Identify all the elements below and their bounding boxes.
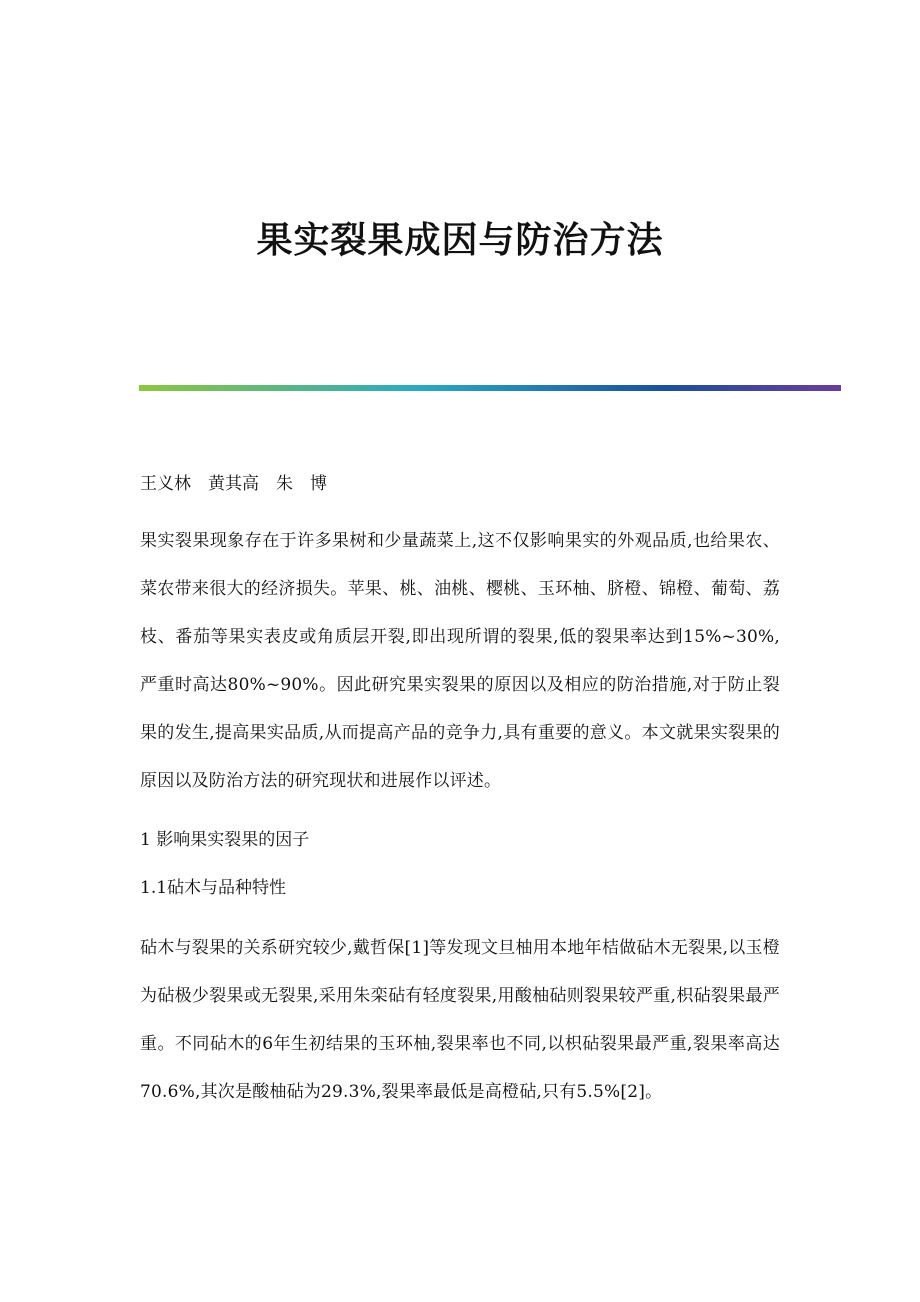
author-line: 王义林 黄其高 朱 博 <box>140 474 327 494</box>
section-heading-1: 1 影响果实裂果的因子 <box>140 830 310 850</box>
intro-paragraph: 果实裂果现象存在于许多果树和少量蔬菜上,这不仅影响果实的外观品质,也给果农、菜农带来很大的经济损失。苹果、桃、油桃、樱桃、玉环柚、脐橙、锦橙、葡萄、荔枝、番茄等果实表皮或角质层开裂,即出现所谓的裂果,低的裂果率达到15%~30%,严重时高达80%~90%。因此研究果实裂果的原因以及相应的防治措施,对于防止裂果的发生,提高果实品质,从而提高产品的竞争力,具有重要的意义。本文就果实裂果的原因以及防治方法的研究现状和进展作以评述。 <box>140 531 780 791</box>
document-title: 果实裂果成因与防治方法 <box>256 219 664 261</box>
gradient-divider-bar <box>139 385 841 391</box>
gradient-divider <box>139 385 841 391</box>
subsection-heading-1-1: 1.1砧木与品种特性 <box>140 878 287 898</box>
rootstock-paragraph: 砧木与裂果的关系研究较少,戴哲保[1]等发现文旦柚用本地年桔做砧木无裂果,以玉橙为砧极少裂果或无裂果,采用朱栾砧有轻度裂果,用酸柚砧则裂果较严重,枳砧裂果最严重。不同砧木的6年生初结果的玉环柚,裂果率也不同,以枳砧裂果最严重,裂果率高达70.6%,其次是酸柚砧为29.3%,裂果率最低是高橙砧,只有5.5%[2]。 <box>140 938 780 1102</box>
